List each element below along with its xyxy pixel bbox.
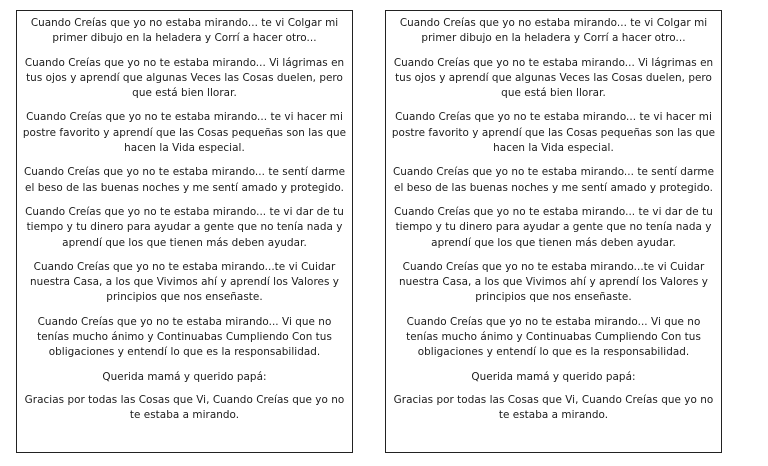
letter-paragraph: Cuando Creías que yo no te estaba mirando... Vi lágrimas en tus ojos y aprendí que algunas Veces las Cosas duelen, pero que está bien llorar. (24, 56, 345, 100)
letter-paragraph: Cuando Creías que yo no te estaba mirando... Vi que no tenías mucho ánimo y Continuabas Cumpliendo Con tus obligaciones y entendí lo que es la responsabilidad. (406, 315, 701, 359)
letter-paragraph: Cuando Creías que yo no te estaba mirando... te sentí darme el beso de las buenas noches y me sentí amado y protegido. (23, 166, 346, 194)
letter-paragraph: Cuando Creías que yo no te estaba mirando... Vi que no tenías mucho ánimo y Continuabas Cumpliendo Con tus obligaciones y entendí lo que es la responsabilidad. (37, 315, 332, 359)
letter-closing: Gracias por todas las Cosas que Vi, Cuando Creías que yo no te estaba a mirando. (24, 393, 345, 422)
letter-paragraph: Cuando Creías que yo no te estaba mirando... te vi dar de tu tiempo y tu dinero para ayudar a gente que no tenía nada y aprendí que los que tienen más deben ayudar. (25, 205, 344, 249)
letter-paragraph: Cuando Creías que yo no te estaba mirando... te vi dar de tu tiempo y tu dinero para ayudar a gente que no tenía nada y aprendí que los que tienen más deben ayudar. (394, 205, 713, 249)
letter-paragraph: Cuando Creías que yo no te estaba mirando... Vi lágrimas en tus ojos y aprendí que algunas Veces las Cosas duelen, pero que está bien llorar. (393, 56, 714, 100)
letter-card-right (385, 10, 722, 453)
letter-paragraph: Cuando Creías que yo no estaba mirando... te vi Colgar mi primer dibujo en la heladera y Corrí a hacer otro... (30, 17, 339, 45)
letter-paragraph: Cuando Creías que yo no te estaba mirando... te vi hacer mi postre favorito y aprendí que las Cosas pequeñas son las que hacen la Vida especial. (391, 111, 716, 155)
letter-paragraph: Cuando Creías que yo no te estaba mirando...te vi Cuidar nuestra Casa, a los que Vivimos ahí y aprendí los Valores y principios que nos enseñaste. (30, 260, 339, 304)
letter-card-left (16, 10, 353, 453)
letter-paragraph: Cuando Creías que yo no te estaba mirando... te sentí darme el beso de las buenas noches y me sentí amado y protegido. (392, 166, 715, 194)
letter-paragraph: Cuando Creías que yo no te estaba mirando... te vi hacer mi postre favorito y aprendí que las Cosas pequeñas son las que hacen la Vida especial. (22, 111, 347, 155)
letter-greeting: Querida mamá y querido papá: (471, 370, 636, 383)
letter-closing: Gracias por todas las Cosas que Vi, Cuando Creías que yo no te estaba a mirando. (393, 393, 714, 422)
letter-paragraph: Cuando Creías que yo no te estaba mirando...te vi Cuidar nuestra Casa, a los que Vivimos ahí y aprendí los Valores y principios que nos enseñaste. (399, 260, 708, 304)
letter-greeting: Querida mamá y querido papá: (102, 370, 267, 383)
letter-paragraph: Cuando Creías que yo no estaba mirando... te vi Colgar mi primer dibujo en la heladera y Corrí a hacer otro... (399, 17, 708, 45)
